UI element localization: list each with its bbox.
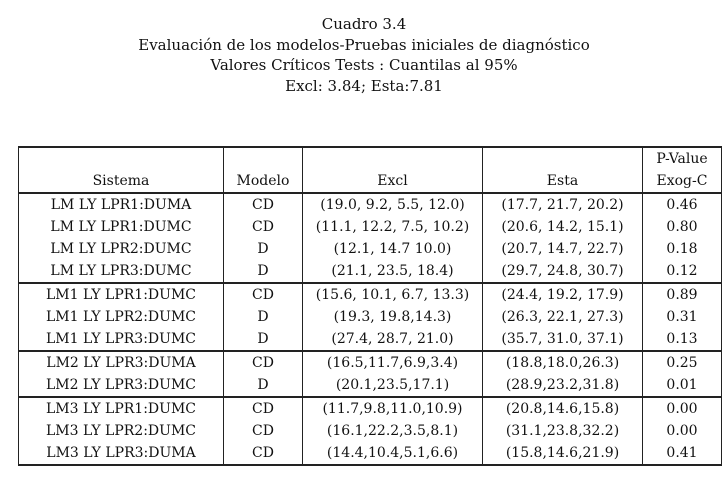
- cell-esta: (26.3, 22.1, 27.3): [483, 306, 643, 328]
- cell-sistema: LM2 LY LPR3:DUMC: [19, 374, 224, 397]
- cell-pvalue: 0.80: [643, 216, 722, 238]
- cell-excl: (20.1,23.5,17.1): [303, 374, 483, 397]
- cell-sistema: LM1 LY LPR3:DUMC: [19, 328, 224, 351]
- table-row-group: [19, 397, 722, 465]
- header-sistema: Sistema: [19, 170, 224, 193]
- cell-pvalue: 0.01: [643, 374, 722, 397]
- cell-pvalue: 0.31: [643, 306, 722, 328]
- caption-critical-values: Valores Críticos Tests : Cuantilas al 95%: [210, 56, 518, 74]
- cell-pvalue: 0.13: [643, 328, 722, 351]
- cell-esta: (24.4, 19.2, 17.9): [483, 283, 643, 306]
- caption-thresholds: Excl: 3.84; Esta:7.81: [285, 76, 443, 95]
- table-row: [19, 374, 722, 397]
- header-pvalue-bottom: Exog-C: [643, 170, 722, 193]
- cell-modelo: D: [224, 306, 303, 328]
- cell-pvalue: 0.89: [643, 283, 722, 306]
- cell-excl: (14.4,10.4,5.1,6.6): [303, 442, 483, 465]
- cell-esta: (20.8,14.6,15.8): [483, 397, 643, 420]
- cell-sistema: LM3 LY LPR1:DUMC: [19, 397, 224, 420]
- table-row: [19, 351, 722, 374]
- table-row: [19, 193, 722, 216]
- cell-excl: (11.1, 12.2, 7.5, 10.2): [303, 216, 483, 238]
- cell-esta: (29.7, 24.8, 30.7): [483, 260, 643, 283]
- cell-excl: (21.1, 23.5, 18.4): [303, 260, 483, 283]
- cell-modelo: D: [224, 328, 303, 351]
- cell-esta: (31.1,23.8,32.2): [483, 420, 643, 442]
- cell-esta: (20.6, 14.2, 15.1): [483, 216, 643, 238]
- cell-excl: (16.5,11.7,6.9,3.4): [303, 351, 483, 374]
- cell-sistema: LM3 LY LPR3:DUMA: [19, 442, 224, 465]
- cell-pvalue: 0.46: [643, 193, 722, 216]
- cell-sistema: LM2 LY LPR3:DUMA: [19, 351, 224, 374]
- cell-esta: (28.9,23.2,31.8): [483, 374, 643, 397]
- cell-esta: (15.8,14.6,21.9): [483, 442, 643, 465]
- cell-pvalue: 0.00: [643, 420, 722, 442]
- table-row-group: [19, 283, 722, 351]
- cell-pvalue: 0.18: [643, 238, 722, 260]
- cell-excl: (11.7,9.8,11.0,10.9): [303, 397, 483, 420]
- cell-excl: (12.1, 14.7 10.0): [303, 238, 483, 260]
- cell-modelo: D: [224, 238, 303, 260]
- cell-pvalue: 0.25: [643, 351, 722, 374]
- table-row: [19, 328, 722, 351]
- cell-sistema: LM LY LPR2:DUMC: [19, 238, 224, 260]
- header-excl: Excl: [303, 170, 483, 193]
- cell-esta: (20.7, 14.7, 22.7): [483, 238, 643, 260]
- table-row-group: [19, 351, 722, 397]
- table-row-group: [19, 193, 722, 283]
- table-row: [19, 260, 722, 283]
- cell-sistema: LM1 LY LPR1:DUMC: [19, 283, 224, 306]
- cell-sistema: LM LY LPR1:DUMC: [19, 216, 224, 238]
- header-modelo: Modelo: [224, 170, 303, 193]
- cell-modelo: CD: [224, 442, 303, 465]
- table-row: [19, 306, 722, 328]
- cell-sistema: LM LY LPR3:DUMC: [19, 260, 224, 283]
- cell-excl: (27.4, 28.7, 21.0): [303, 328, 483, 351]
- cell-modelo: D: [224, 374, 303, 397]
- caption-number: Cuadro 3.4: [321, 15, 407, 33]
- table-row: [19, 420, 722, 442]
- cell-excl: (19.3, 19.8,14.3): [303, 306, 483, 328]
- table-row: [19, 442, 722, 465]
- cell-pvalue: 0.41: [643, 442, 722, 465]
- cell-pvalue: 0.12: [643, 260, 722, 283]
- results-table: [18, 146, 722, 466]
- header-esta: Esta: [483, 170, 643, 193]
- cell-excl: (19.0, 9.2, 5.5, 12.0): [303, 193, 483, 216]
- cell-sistema: LM LY LPR1:DUMA: [19, 193, 224, 216]
- cell-esta: (18.8,18.0,26.3): [483, 351, 643, 374]
- cell-modelo: CD: [224, 397, 303, 420]
- caption-title: Evaluación de los modelos-Pruebas iniciales de diagnóstico: [138, 35, 590, 54]
- table-row: [19, 238, 722, 260]
- cell-modelo: D: [224, 260, 303, 283]
- cell-pvalue: 0.00: [643, 397, 722, 420]
- cell-modelo: CD: [224, 216, 303, 238]
- header-spacer: [303, 147, 483, 170]
- table-caption: [0, 14, 728, 96]
- cell-sistema: LM1 LY LPR2:DUMC: [19, 306, 224, 328]
- table-row: [19, 216, 722, 238]
- cell-modelo: CD: [224, 283, 303, 306]
- header-spacer: [483, 147, 643, 170]
- cell-esta: (17.7, 21.7, 20.2): [483, 193, 643, 216]
- header-spacer: [224, 147, 303, 170]
- cell-esta: (35.7, 31.0, 37.1): [483, 328, 643, 351]
- cell-modelo: CD: [224, 420, 303, 442]
- cell-excl: (16.1,22.2,3.5,8.1): [303, 420, 483, 442]
- cell-sistema: LM3 LY LPR2:DUMC: [19, 420, 224, 442]
- table-row: [19, 397, 722, 420]
- cell-modelo: CD: [224, 351, 303, 374]
- header-spacer: [19, 147, 224, 170]
- cell-excl: (15.6, 10.1, 6.7, 13.3): [303, 283, 483, 306]
- cell-modelo: CD: [224, 193, 303, 216]
- header-pvalue-top: P-Value: [643, 147, 722, 170]
- table-row: [19, 283, 722, 306]
